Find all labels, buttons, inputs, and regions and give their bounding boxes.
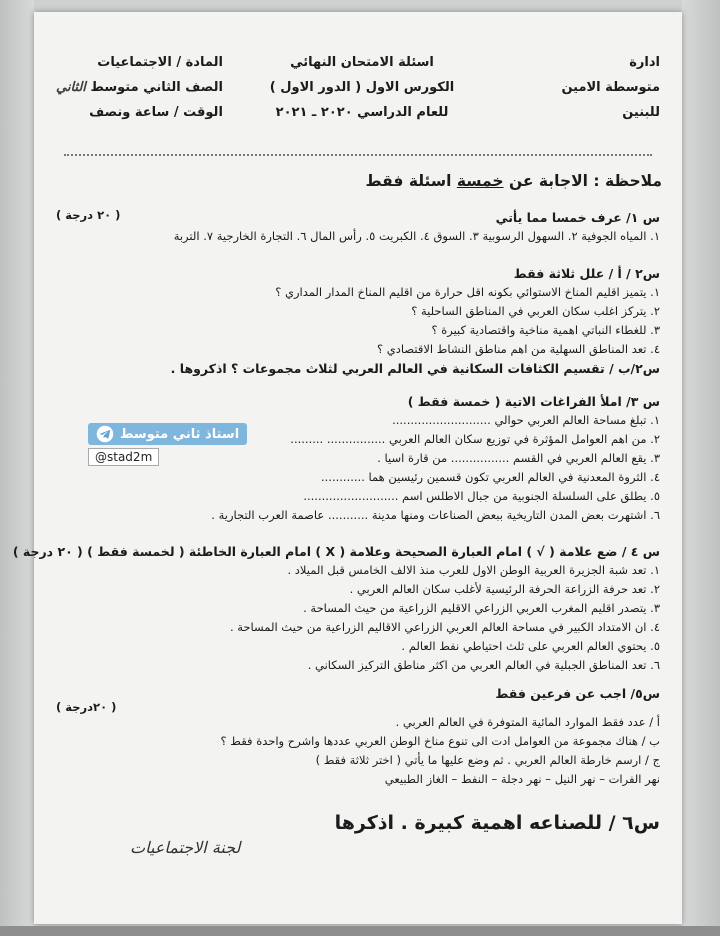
telegram-icon: [96, 425, 114, 443]
q4-title: س ٤ / ضع علامة ( √ ) امام العبارة الصحيحة وعلامة ( X ) امام العبارة الخاطئة ( لخمسة فقط ): [87, 544, 660, 559]
header-divider: [64, 154, 652, 156]
q2a-title: س٢ / أ / علل ثلاثة فقط: [513, 266, 660, 281]
header-exam-year: للعام الدراسي ٢٠٢٠ ـ ٢٠٢١: [275, 105, 449, 120]
question-2: [56, 264, 660, 378]
q4-item-2: ٢. تعد حرفة الزراعة الحرفة الرئيسية لأغلب سكان العالم العربي .: [349, 582, 660, 596]
header-school: [561, 50, 660, 125]
watermark-badge: [88, 423, 266, 467]
page-edge-right: [682, 0, 720, 936]
q3-item-3: ٣. يقع العالم العربي في القسم ................ من قارة اسيا .: [377, 451, 660, 465]
question-1: [56, 208, 660, 246]
header-subject-name: المادة / الاجتماعيات: [97, 55, 223, 70]
q4-item-5: ٥. يحتوي العالم العربي على ثلث احتياطي نفط العالم .: [401, 639, 660, 653]
question-6: س٦ / للصناعه اهمية كبيرة . اذكرها: [334, 812, 660, 834]
header-exam: [247, 50, 477, 125]
header-time: الوقت / ساعة ونصف: [89, 105, 223, 120]
header-school-name: متوسطة الامين: [561, 80, 660, 95]
q3-item-1: ١. تبلغ مساحة العالم العربي حوالي ...........................: [392, 413, 660, 427]
q3-item-4: ٤. الثروة المعدنية في العالم العربي تكون قسمين رئيسين هما ............: [321, 470, 660, 484]
q3-item-2: ٢. من اهم العوامل المؤثرة في توزيع سكان العالم العربي ................ .........: [290, 432, 660, 446]
q5-marks: ( ٢٠درجة ): [56, 700, 117, 714]
q4-item-1: ١. تعد شبة الجزيرة العربية الوطن الاول للعرب منذ الالف الخامس قبل الميلاد .: [287, 563, 660, 577]
watermark-title: استاذ ثاني متوسط: [120, 426, 240, 442]
q2-item-1: ١. يتميز اقليم المناخ الاستوائي بكونه اقل حرارة من اقليم المناخ المدار المداري ؟: [275, 285, 660, 299]
q5-item-b: ب / هناك مجموعة من العوامل ادت الى تنوع مناخ الوطن العربي عددها واشرح واحدة فقط ؟: [220, 734, 660, 748]
question-4: [12, 542, 660, 675]
handwritten-grade: الثاني: [56, 80, 86, 95]
q4-item-6: ٦. تعد المناطق الجبلية في العالم العربي من اكثر مناطق التركيز السكاني .: [307, 658, 660, 672]
page-edge-left: [0, 0, 34, 936]
header-exam-course: الكورس الاول ( الدور الاول ): [269, 80, 455, 95]
exam-note: ملاحظة : الاجابة عن خمسة اسئلة فقط: [365, 172, 662, 190]
q4-title-row: [12, 542, 660, 561]
q3-item-5: ٥. يطلق على السلسلة الجنوبية من جبال الاطلس اسم ..........................: [303, 489, 660, 503]
header-subject: [56, 50, 223, 125]
exam-paper: [12, 12, 682, 924]
q2-item-2: ٢. يتركز اغلب سكان العربي في المناطق الساحلية ؟: [411, 304, 660, 318]
committee-signature: لجنة الاجتماعيات: [130, 838, 241, 857]
q3-item-6: ٦. اشتهرت بعض المدن التاريخية ببعض الصناعات ومنها مدينة ........... عاصمة العرب التجارية .: [211, 508, 660, 522]
watermark-handle[interactable]: @stad2m: [88, 448, 159, 466]
q1-marks: ( ٢٠ درجة ): [56, 208, 121, 222]
q2b-title: س٢/ب / تقسيم الكثافات السكانية في العالم العربي لثلاث مجموعات ؟ اذكروها .: [170, 361, 660, 376]
header-admin: ادارة: [629, 55, 660, 70]
header-exam-title: اسئلة الامتحان النهائي: [290, 55, 434, 70]
q4-marks: ( ٢٠ درجة ): [12, 544, 83, 559]
q3-title: س ٣/ املأ الفراغات الاتية ( خمسة فقط ): [407, 394, 660, 409]
q4-item-3: ٣. يتصدر اقليم المغرب العربي الزراعي الاقليم الزراعية من حيث المساحة .: [303, 601, 660, 615]
q5-title: س٥/ اجب عن فرعين فقط: [495, 686, 660, 701]
q2-item-3: ٣. للغطاء النباتي اهمية مناخية واقتصادية كبيرة ؟: [431, 323, 660, 337]
q2-item-4: ٤. تعد المناطق السهلية من اهم مناطق النشاط الاقتصادي ؟: [377, 342, 660, 356]
q5-item-c-list: نهر الفرات – نهر النيل – نهر دجلة – النفط – الغاز الطبيعي: [384, 772, 660, 786]
q5-item-c: ج / ارسم خارطة العالم العربي . ثم وضع عليها ما يأتي ( اختر ثلاثة فقط ): [315, 753, 660, 767]
header-school-type: للبنين: [622, 105, 660, 120]
q4-item-4: ٤. ان الامتداد الكبير في مساحة العالم العربي الزراعي الاقاليم الزراعية من حيث المساحة .: [229, 620, 660, 634]
header-class: الصف الثاني متوسط الثاني: [56, 80, 223, 95]
question-5: [56, 684, 660, 789]
watermark-title-box: [88, 423, 247, 445]
q1-items: ١. المياه الجوفية ٢. السهول الرسوبية ٣. السوق ٤. الكبريت ٥. رأس المال ٦. التجارة الخارجية ٧. التربة: [173, 229, 660, 243]
q1-title: س ١/ عرف خمسا مما يأتي: [495, 210, 660, 225]
screen-bottom-strip: [0, 926, 720, 936]
q5-item-a: أ / عدد فقط الموارد المائية المتوفرة في العالم العربي .: [395, 715, 660, 729]
